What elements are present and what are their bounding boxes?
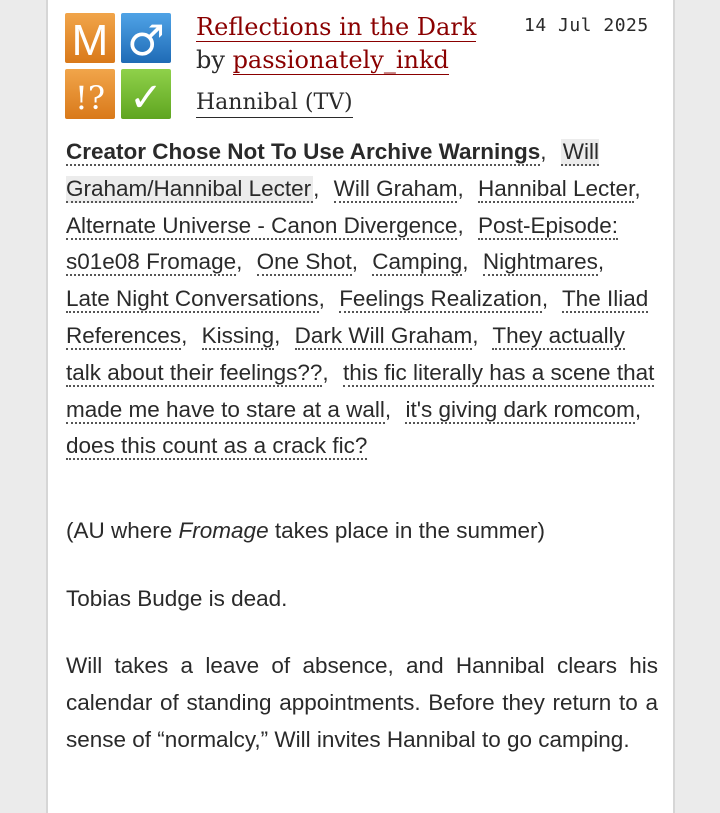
tag-separator: ,: [236, 249, 243, 275]
tag-freeform[interactable]: One Shot: [256, 249, 352, 275]
tag-separator: ,: [634, 175, 641, 201]
tag-separator: ,: [472, 322, 479, 348]
tag-relationship[interactable]: Will Graham/Hannibal Lecter: [66, 139, 600, 201]
tag-character[interactable]: Will Graham: [333, 175, 458, 201]
tag-warning[interactable]: Creator Chose Not To Use Archive Warnings: [66, 139, 541, 164]
warning-glyph: !?: [74, 79, 106, 117]
summary: [66, 512, 658, 788]
tag-freeform[interactable]: this fic literally has a scene that made me have to stare at a wall: [66, 359, 655, 422]
author-link[interactable]: passionately_inkd: [232, 46, 449, 74]
work-title-link[interactable]: Reflections in the Dark: [196, 13, 477, 41]
tag-freeform[interactable]: Alternate Universe - Canon Divergence: [66, 212, 458, 238]
summary-emphasis: Fromage: [178, 518, 269, 543]
tag-freeform[interactable]: They actually talk about their feelings??: [66, 322, 625, 385]
summary-paragraph: Tobias Budge is dead.: [66, 586, 288, 611]
rating-letter: M: [71, 16, 109, 63]
rating-mature-icon[interactable]: [65, 13, 115, 63]
warning-choose-not-icon[interactable]: [65, 69, 115, 119]
tag-separator: ,: [462, 249, 469, 275]
tag-separator: ,: [457, 212, 464, 238]
tag-separator: ,: [634, 396, 642, 422]
complete-checkmark-icon[interactable]: [121, 69, 171, 119]
tag-freeform[interactable]: Late Night Conversations: [66, 286, 319, 312]
tag-freeform[interactable]: The Iliad References: [66, 286, 649, 348]
category-mm-icon[interactable]: [121, 13, 171, 63]
tag-separator: ,: [181, 322, 188, 348]
tag-freeform[interactable]: Camping: [372, 249, 463, 275]
tag-freeform[interactable]: Feelings Realization: [339, 286, 542, 312]
tag-freeform[interactable]: Dark Will Graham: [294, 322, 473, 348]
category-glyph: ♂: [127, 16, 165, 63]
tag-freeform[interactable]: does this count as a crack fic?: [66, 433, 368, 459]
work-heading: [196, 12, 536, 42]
tag-separator: ,: [597, 249, 605, 275]
summary-paragraph: [66, 512, 658, 549]
complete-glyph: ✓: [129, 75, 163, 119]
by-label: by: [196, 46, 225, 74]
publish-date: 14 Jul 2025: [524, 15, 649, 36]
tag-freeform[interactable]: Nightmares: [482, 249, 598, 275]
tag-separator: ,: [274, 322, 281, 348]
tag-character[interactable]: Hannibal Lecter: [477, 175, 635, 201]
summary-text: (AU where: [66, 518, 179, 543]
tag-separator: ,: [384, 396, 392, 422]
tag-freeform[interactable]: Post-Episode: s01e08 Fromage: [66, 212, 619, 275]
tag-separator: ,: [351, 249, 358, 275]
required-tags: [65, 13, 171, 119]
tag-separator: ,: [318, 286, 325, 312]
byline: [196, 45, 449, 75]
tag-separator: ,: [322, 359, 329, 385]
tag-separator: ,: [540, 139, 547, 164]
tag-freeform[interactable]: Kissing: [201, 322, 275, 348]
tag-list: [66, 134, 656, 465]
summary-text: takes place in the summer): [268, 518, 545, 543]
tag-freeform[interactable]: it's giving dark romcom: [405, 396, 635, 422]
fandom-link[interactable]: Hannibal (TV): [196, 89, 353, 118]
summary-paragraph: Will takes a leave of absence, and Hannibal clears his calendar of standing appointments. Before they return to a sense of “normalcy,” Will invites Hannibal to go camping.: [66, 653, 658, 752]
tag-separator: ,: [313, 175, 320, 201]
tag-separator: ,: [541, 286, 549, 312]
tag-separator: ,: [457, 175, 464, 201]
